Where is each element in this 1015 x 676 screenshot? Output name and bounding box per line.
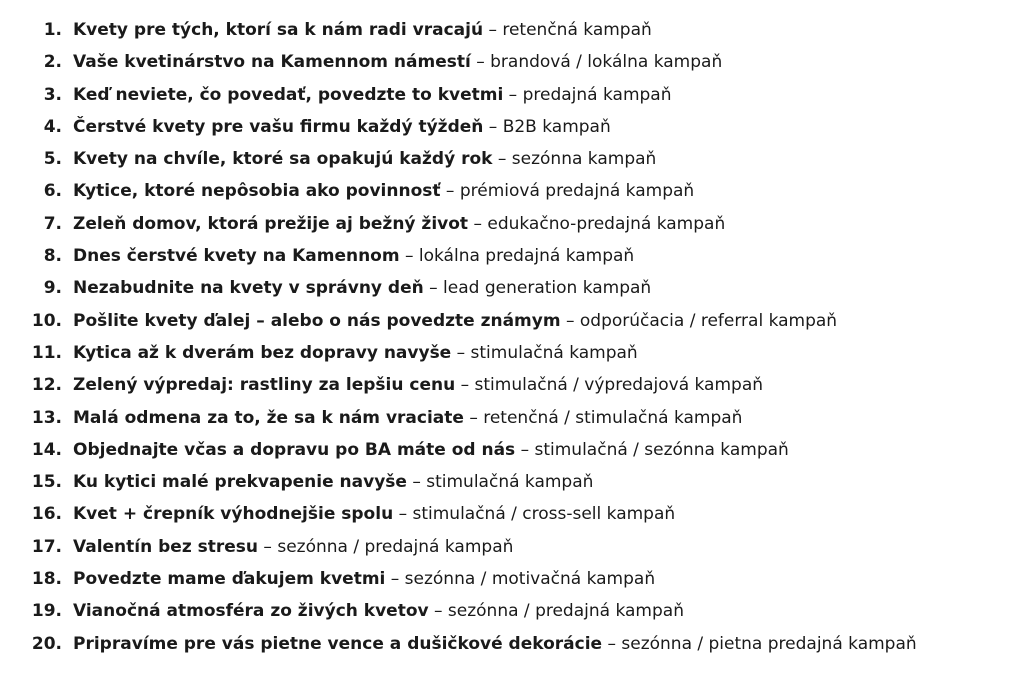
item-description: stimulačná kampaň — [426, 472, 594, 493]
item-description: sezónna / pietna predajná kampaň — [621, 633, 917, 654]
item-description: sezónna / predajná kampaň — [447, 601, 684, 622]
item-number: 19. — [31, 601, 62, 622]
item-number: 18. — [31, 569, 62, 590]
item-description: stimulačná kampaň — [470, 342, 638, 363]
item-text: Povedzte mame ďakujem kvetmi – sezónna / motivačná kampaň — [73, 569, 656, 590]
item-title: Kvet + črepník výhodnejšie spolu — [73, 504, 394, 525]
item-title: Objednajte včas a dopravu po BA máte od nás — [73, 439, 516, 460]
list-item — [0, 531, 1015, 563]
list-item — [0, 272, 1015, 304]
item-text: Vianočná atmosféra zo živých kvetov – sezónna / predajná kampaň — [73, 601, 684, 622]
item-text: Kvety na chvíle, ktoré sa opakujú každý rok – sezónna kampaň — [73, 149, 657, 170]
list-item — [0, 111, 1015, 143]
item-text: Objednajte včas a dopravu po BA máte od nás – stimulačná / sezónna kampaň — [73, 439, 789, 460]
list-item — [0, 305, 1015, 337]
item-number: 12. — [31, 375, 62, 396]
item-description: predajná kampaň — [522, 84, 672, 105]
item-title: Ku kytici malé prekvapenie navyše — [73, 472, 407, 493]
item-text: Kvety pre tých, ktorí sa k nám radi vracajú – retenčná kampaň — [73, 20, 652, 40]
list-item — [0, 563, 1015, 595]
item-number: 20. — [31, 633, 62, 654]
item-number: 2. — [43, 52, 62, 73]
item-text: Keď neviete, čo povedať, povedzte to kvetmi – predajná kampaň — [73, 84, 672, 105]
item-title: Malá odmena za to, že sa k nám vraciate — [73, 407, 464, 428]
list-item — [0, 337, 1015, 369]
item-number: 11. — [31, 342, 62, 363]
item-text: Nezabudnite na kvety v správny deň – lead generation kampaň — [73, 278, 652, 299]
item-description: stimulačná / cross-sell kampaň — [412, 504, 676, 525]
item-title: Keď neviete, čo povedať, povedzte to kvetmi — [73, 84, 504, 105]
list-item — [0, 143, 1015, 175]
list-item — [0, 240, 1015, 272]
item-description: stimulačná / výpredajová kampaň — [474, 375, 764, 396]
item-number: 14. — [31, 439, 62, 460]
item-description: B2B kampaň — [502, 116, 611, 137]
item-description: edukačno-predajná kampaň — [487, 213, 726, 234]
item-text: Pripravíme pre vás pietne vence a dušičkové dekorácie – sezónna / pietna predajná kampaň — [73, 633, 917, 654]
item-text: Valentín bez stresu – sezónna / predajná kampaň — [73, 536, 514, 557]
item-text: Kytica až k dverám bez dopravy navyše – stimulačná kampaň — [73, 342, 638, 363]
item-title: Zeleň domov, ktorá prežije aj bežný život — [73, 213, 469, 234]
item-title: Kytice, ktoré nepôsobia ako povinnosť — [73, 181, 441, 202]
item-text: Dnes čerstvé kvety na Kamennom – lokálna predajná kampaň — [73, 246, 635, 267]
item-description: brandová / lokálna kampaň — [490, 52, 723, 73]
item-title: Povedzte mame ďakujem kvetmi — [73, 569, 386, 590]
item-title: Kvety pre tých, ktorí sa k nám radi vracajú — [73, 20, 484, 40]
list-item — [0, 595, 1015, 627]
item-number: 9. — [43, 278, 62, 299]
list-item — [0, 628, 1015, 660]
list-item — [0, 79, 1015, 111]
item-number: 16. — [31, 504, 62, 525]
item-description: sezónna kampaň — [511, 149, 657, 170]
list-item — [0, 498, 1015, 530]
list-item — [0, 46, 1015, 78]
item-description: retenčná kampaň — [502, 20, 652, 40]
item-number: 6. — [43, 181, 62, 202]
item-title: Kvety na chvíle, ktoré sa opakujú každý rok — [73, 149, 493, 170]
item-description: lokálna predajná kampaň — [418, 246, 635, 267]
item-description: stimulačná / sezónna kampaň — [534, 439, 789, 460]
item-number: 4. — [43, 116, 62, 137]
item-text: Kvet + črepník výhodnejšie spolu – stimulačná / cross-sell kampaň — [73, 504, 676, 525]
list-item — [0, 369, 1015, 401]
list-item — [0, 434, 1015, 466]
item-title: Vaše kvetinárstvo na Kamennom námestí — [73, 52, 471, 73]
list-item — [0, 14, 1015, 46]
item-number: 15. — [31, 472, 62, 493]
item-title: Pripravíme pre vás pietne vence a dušičkové dekorácie — [73, 633, 603, 654]
item-text: Zeleň domov, ktorá prežije aj bežný život – edukačno-predajná kampaň — [73, 213, 726, 234]
item-description: lead generation kampaň — [443, 278, 652, 299]
item-description: prémiová predajná kampaň — [459, 181, 695, 202]
list-item — [0, 466, 1015, 498]
item-title: Vianočná atmosféra zo živých kvetov — [73, 601, 429, 622]
item-title: Kytica až k dverám bez dopravy navyše — [73, 342, 452, 363]
item-title: Pošlite kvety ďalej – alebo o nás povedzte známym — [73, 310, 561, 331]
item-title: Čerstvé kvety pre vašu firmu každý týždeň — [73, 116, 484, 137]
list-item — [0, 402, 1015, 434]
item-description: sezónna / predajná kampaň — [277, 536, 514, 557]
item-text: Vaše kvetinárstvo na Kamennom námestí – brandová / lokálna kampaň — [73, 52, 723, 73]
item-text: Pošlite kvety ďalej – alebo o nás povedzte známym – odporúčacia / referral kampaň — [73, 310, 838, 331]
item-number: 5. — [43, 149, 62, 170]
item-text: Zelený výpredaj: rastliny za lepšiu cenu – stimulačná / výpredajová kampaň — [73, 375, 764, 396]
item-text: Malá odmena za to, že sa k nám vraciate – retenčná / stimulačná kampaň — [73, 407, 743, 428]
item-text: Čerstvé kvety pre vašu firmu každý týždeň – B2B kampaň — [73, 116, 611, 137]
item-number: 17. — [31, 536, 62, 557]
item-text: Kytice, ktoré nepôsobia ako povinnosť – prémiová predajná kampaň — [73, 181, 695, 202]
list-item — [0, 175, 1015, 207]
item-number: 10. — [31, 310, 62, 331]
item-title: Nezabudnite na kvety v správny deň — [73, 278, 424, 299]
list-item — [0, 208, 1015, 240]
item-description: retenčná / stimulačná kampaň — [483, 407, 743, 428]
item-description: sezónna / motivačná kampaň — [404, 569, 656, 590]
item-number: 7. — [43, 213, 62, 234]
item-title: Dnes čerstvé kvety na Kamennom — [73, 246, 400, 267]
item-title: Valentín bez stresu — [73, 536, 259, 557]
item-number: 3. — [43, 84, 62, 105]
item-text: Ku kytici malé prekvapenie navyše – stimulačná kampaň — [73, 472, 594, 493]
item-number: 8. — [43, 246, 62, 267]
item-number: 13. — [31, 407, 62, 428]
item-number: 1. — [43, 20, 62, 40]
item-description: odporúčacia / referral kampaň — [579, 310, 838, 331]
item-title: Zelený výpredaj: rastliny za lepšiu cenu — [73, 375, 456, 396]
